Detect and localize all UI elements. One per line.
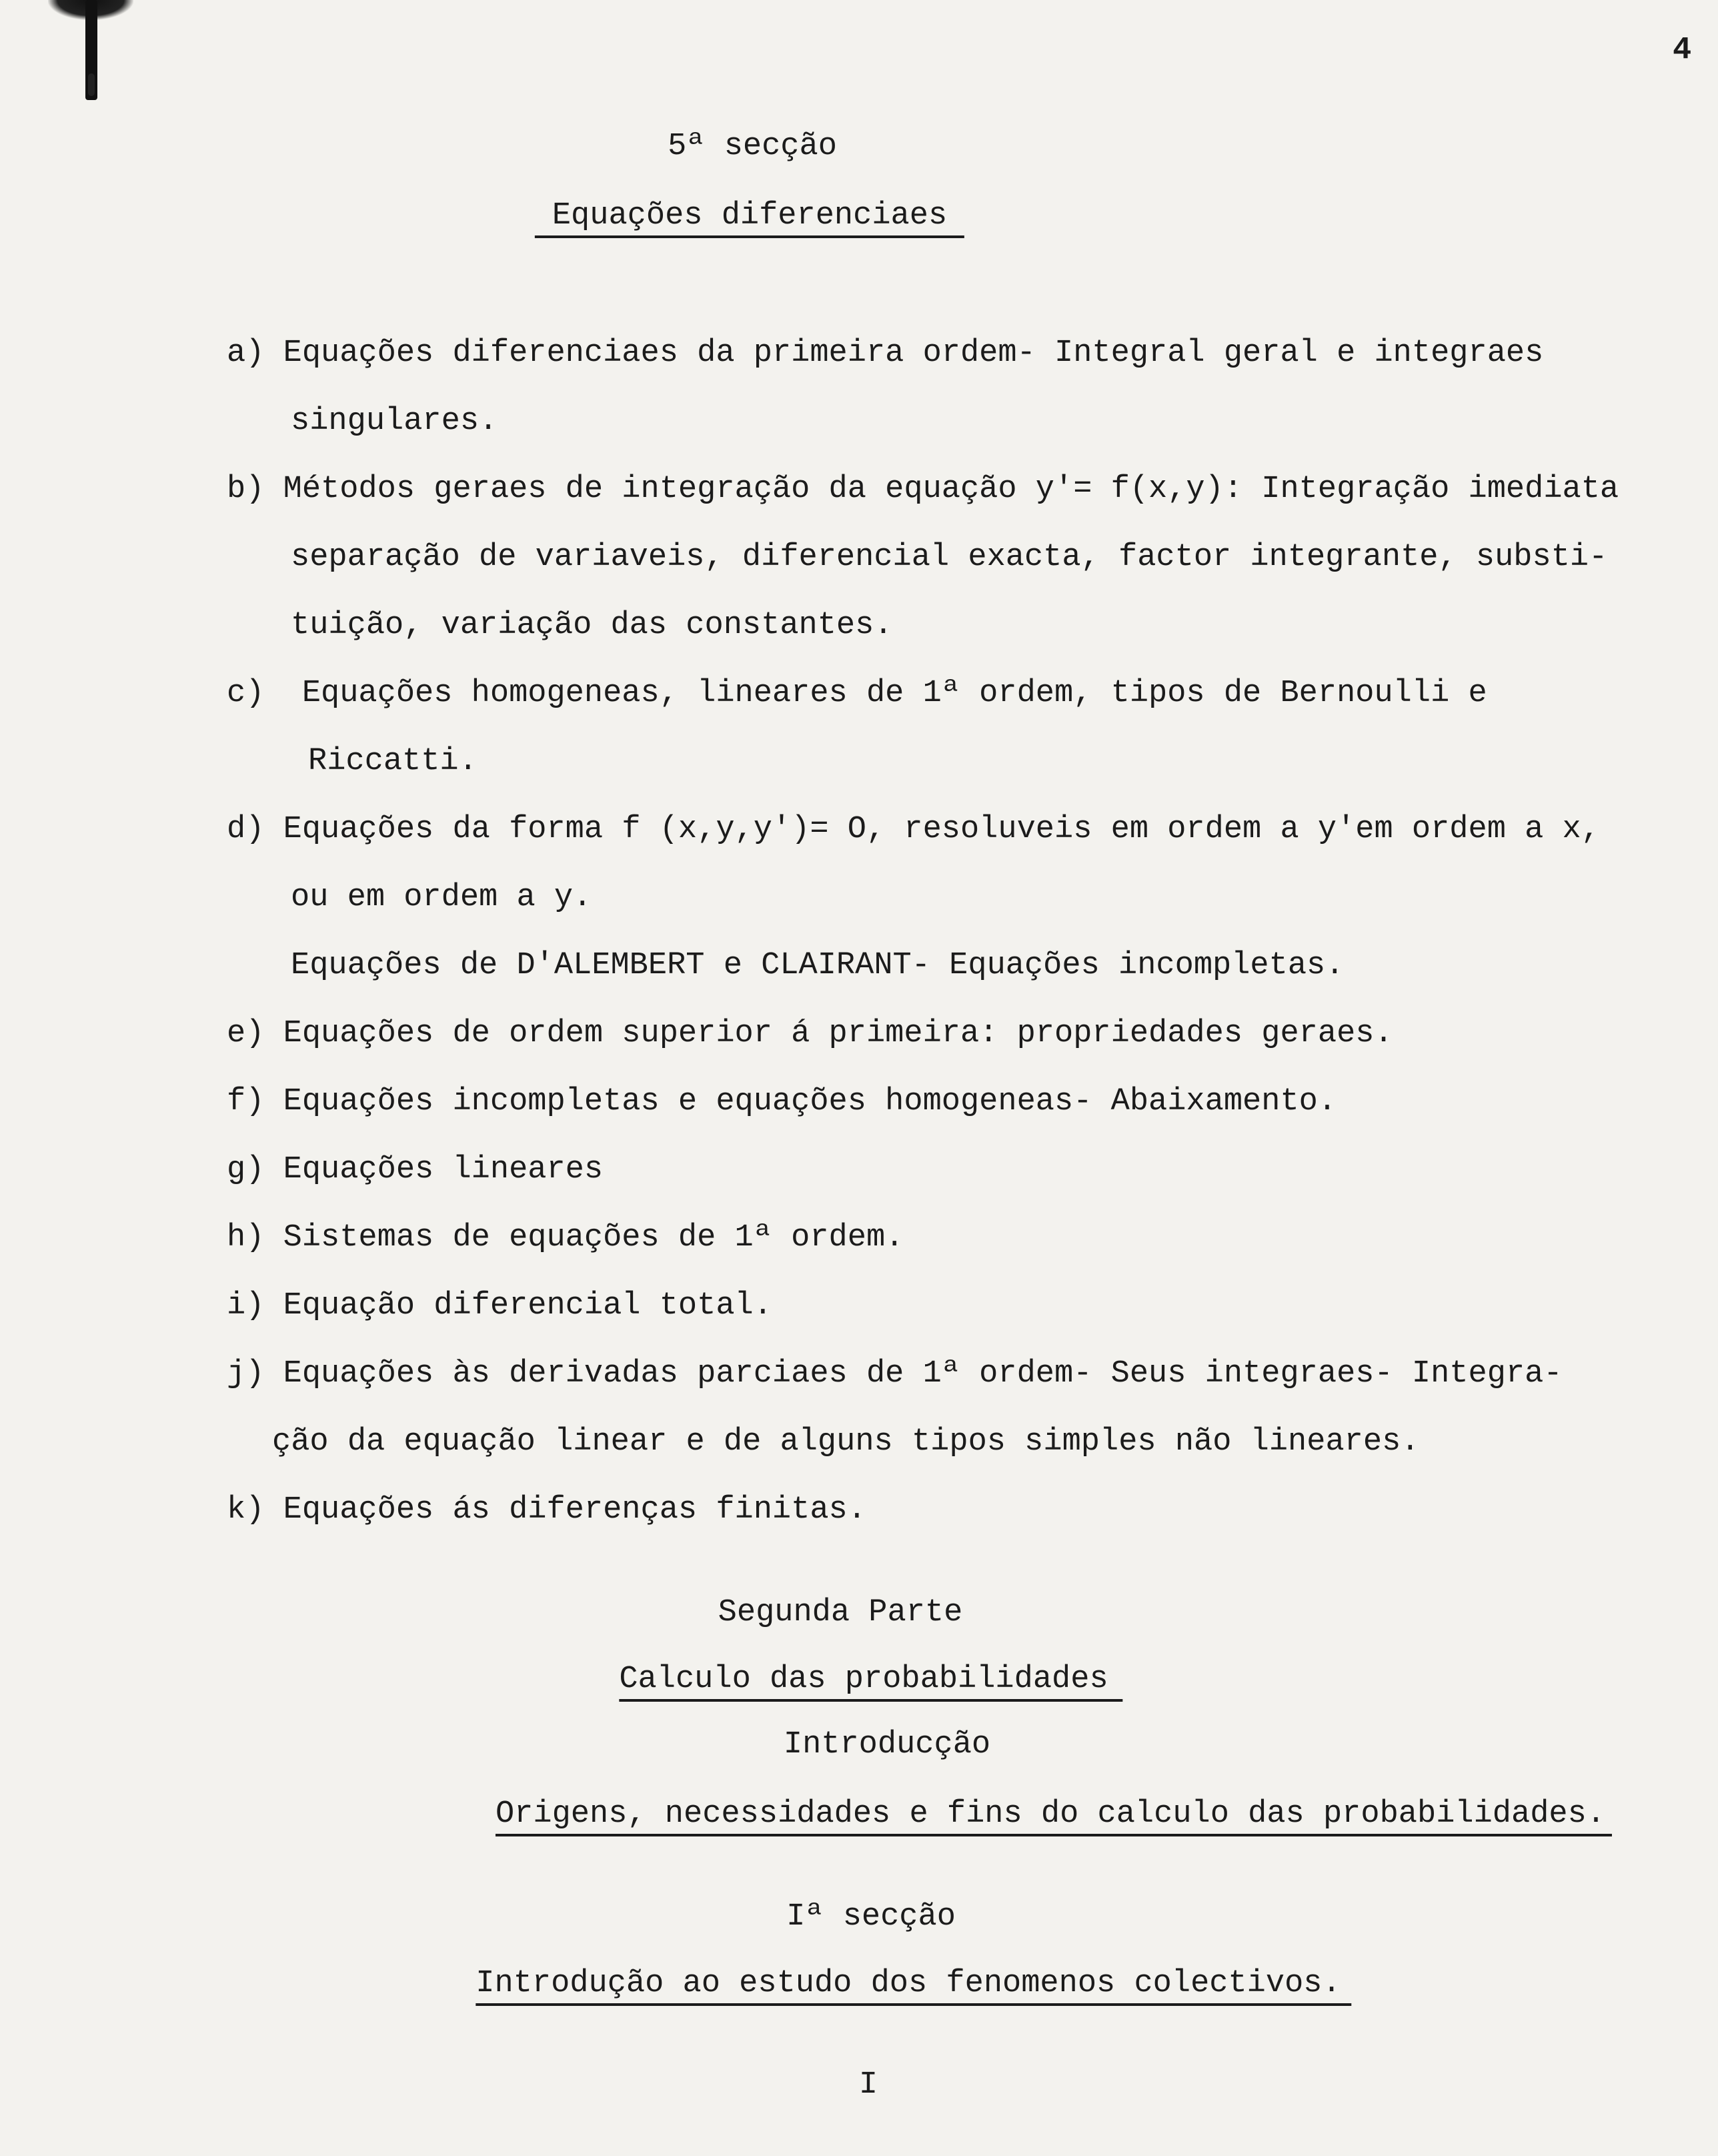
introduction-heading: Introducção: [783, 1727, 991, 1762]
part-2-title: Calculo das probabilidades: [619, 1664, 1122, 1702]
item-b-line-3: tuição, variação das constantes.: [291, 608, 893, 643]
section-1-heading: Iª secção: [786, 1899, 956, 1935]
page-number: 4: [1673, 33, 1692, 68]
item-f: f) Equações incompletas e equações homogeneas- Abaixamento.: [227, 1084, 1337, 1119]
item-c-line-1: c) Equações homogeneas, lineares de 1ª ordem, tipos de Bernoulli e: [227, 676, 1487, 711]
item-a-line-2: singulares.: [291, 404, 498, 439]
roman-numeral: I: [858, 2067, 878, 2103]
item-k: k) Equações ás diferenças finitas.: [227, 1492, 866, 1528]
item-a-line-1: a) Equações diferenciaes da primeira ordem- Integral geral e integraes: [227, 336, 1544, 371]
section-1-title: Introdução ao estudo dos fenomenos colectivos.: [476, 1968, 1351, 2006]
item-h: h) Sistemas de equações de 1ª ordem.: [227, 1220, 904, 1255]
introduction-title: Origens, necessidades e fins do calculo das probabilidades.: [496, 1798, 1612, 1836]
section-5-heading: 5ª secção: [668, 129, 837, 164]
item-c-line-2: Riccatti.: [308, 744, 478, 779]
item-b-line-1: b) Métodos geraes de integração da equação y'= f(x,y): Integração imediata: [227, 472, 1619, 507]
item-e: e) Equações de ordem superior á primeira: propriedades geraes.: [227, 1016, 1393, 1051]
item-g: g) Equações lineares: [227, 1152, 604, 1187]
item-j-line-2: ção da equação linear e de alguns tipos simples não lineares.: [272, 1424, 1420, 1460]
item-d-line-2: ou em ordem a y.: [291, 880, 592, 915]
item-d-line-3: Equações de D'ALEMBERT e CLAIRANT- Equações incompletas.: [291, 948, 1345, 983]
item-b-line-2: separação de variaveis, diferencial exacta, factor integrante, substi-: [291, 540, 1608, 575]
part-2-heading: Segunda Parte: [718, 1595, 963, 1630]
item-i: i) Equação diferencial total.: [227, 1288, 772, 1323]
item-j-line-1: j) Equações às derivadas parciaes de 1ª ordem- Seus integraes- Integra-: [227, 1356, 1563, 1392]
item-d-line-1: d) Equações da forma f (x,y,y')= O, resoluveis em ordem a y'em ordem a x,: [227, 812, 1600, 847]
section-5-title: Equações diferenciaes: [535, 200, 964, 238]
